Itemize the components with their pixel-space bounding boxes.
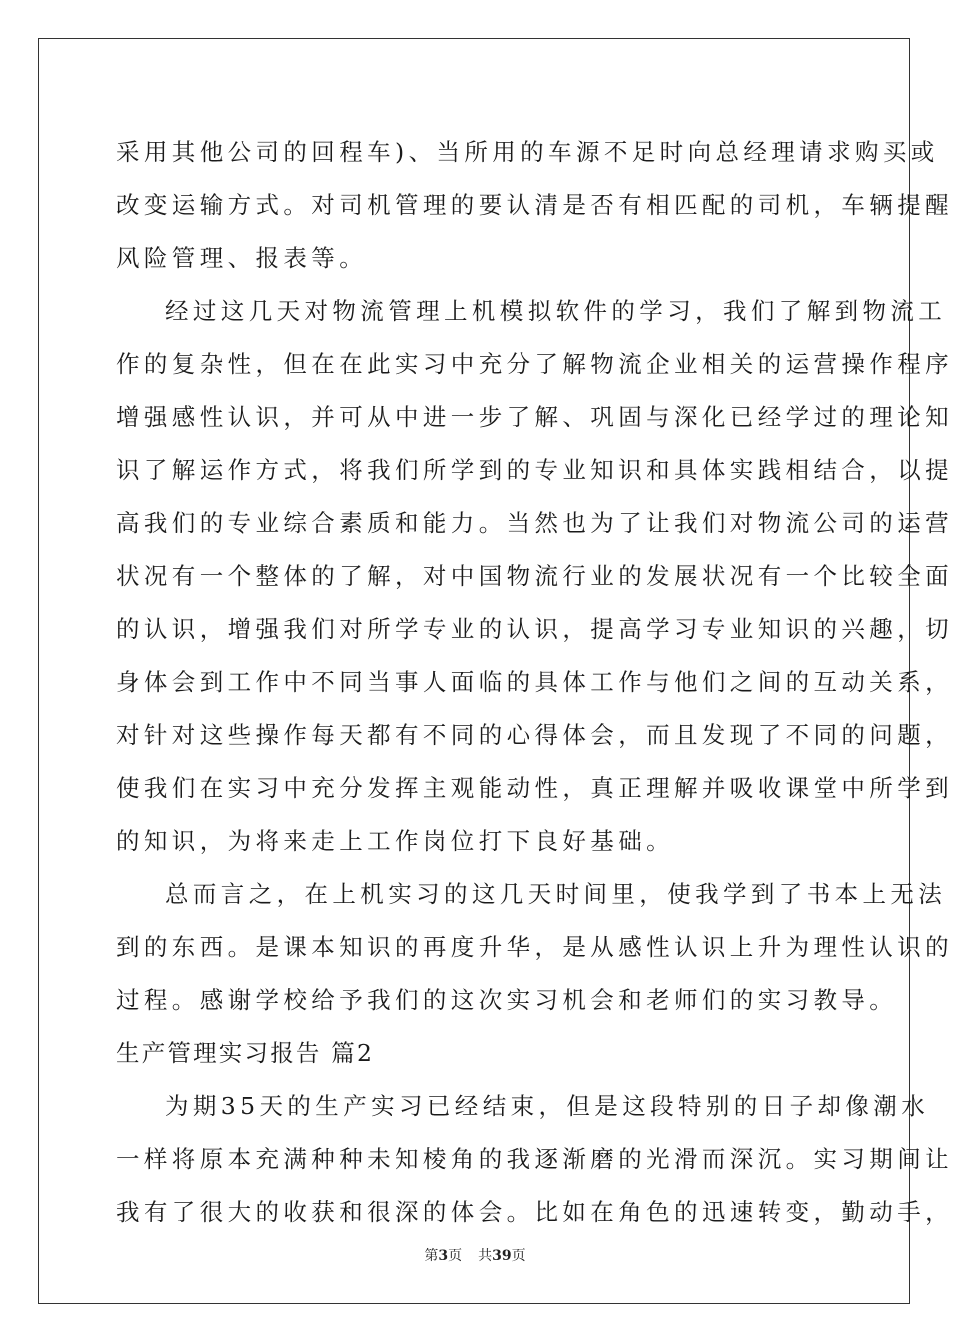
text-line: 高我们的专业综合素质和能力。当然也为了让我们对物流公司的运营 (116, 509, 953, 537)
text-line: 识了解运作方式，将我们所学到的专业知识和具体实践相结合，以提 (116, 456, 953, 484)
text-line: 状况有一个整体的了解，对中国物流行业的发展状况有一个比较全面 (116, 562, 953, 590)
text-line: 增强感性认识，并可从中进一步了解、巩固与深化已经学过的理论知 (116, 403, 953, 431)
text-line: 改变运输方式。对司机管理的要认清是否有相匹配的司机，车辆提醒 (116, 191, 953, 219)
total-suffix: 页 (511, 1248, 526, 1264)
text-line: 总而言之，在上机实习的这几天时间里，使我学到了书本上无法 (165, 880, 947, 908)
total-prefix: 共 (478, 1248, 493, 1264)
page-footer (0, 1245, 950, 1265)
text-line: 过程。感谢学校给予我们的这次实习机会和老师们的实习教导。 (116, 986, 898, 1014)
page-prefix: 第 (424, 1248, 439, 1264)
page-suffix: 页 (448, 1248, 463, 1264)
text-line: 作的复杂性，但在在此实习中充分了解物流企业相关的运营操作程序 (116, 350, 953, 378)
text-line: 对针对这些操作每天都有不同的心得体会，而且发现了不同的问题， (116, 721, 953, 749)
current-page-number: 3 (438, 1248, 449, 1264)
text-line: 到的东西。是课本知识的再度升华，是从感性认识上升为理性认识的 (116, 933, 953, 961)
text-line: 一样将原本充满种种未知棱角的我逐渐磨的光滑而深沉。实习期间让 (116, 1145, 953, 1173)
text-line: 的认识，增强我们对所学专业的认识，提高学习专业知识的兴趣，切 (116, 615, 953, 643)
section-heading: 生产管理实习报告 篇2 (116, 1039, 375, 1067)
text-line: 风险管理、报表等。 (116, 244, 368, 272)
text-line: 为期35天的生产实习已经结束，但是这段特别的日子却像潮水 (165, 1092, 930, 1120)
text-line: 采用其他公司的回程车)、当所用的车源不足时向总经理请求购买或 (116, 138, 939, 166)
text-line: 我有了很大的收获和很深的体会。比如在角色的迅速转变，勤动手， (116, 1198, 953, 1226)
document-body (116, 126, 953, 1239)
total-page-count: 39 (492, 1248, 512, 1264)
text-line: 经过这几天对物流管理上机模拟软件的学习，我们了解到物流工 (165, 297, 947, 325)
text-line: 身体会到工作中不同当事人面临的具体工作与他们之间的互动关系， (116, 668, 953, 696)
text-line: 使我们在实习中充分发挥主观能动性，真正理解并吸收课堂中所学到 (116, 774, 953, 802)
text-line: 的知识，为将来走上工作岗位打下良好基础。 (116, 827, 674, 855)
